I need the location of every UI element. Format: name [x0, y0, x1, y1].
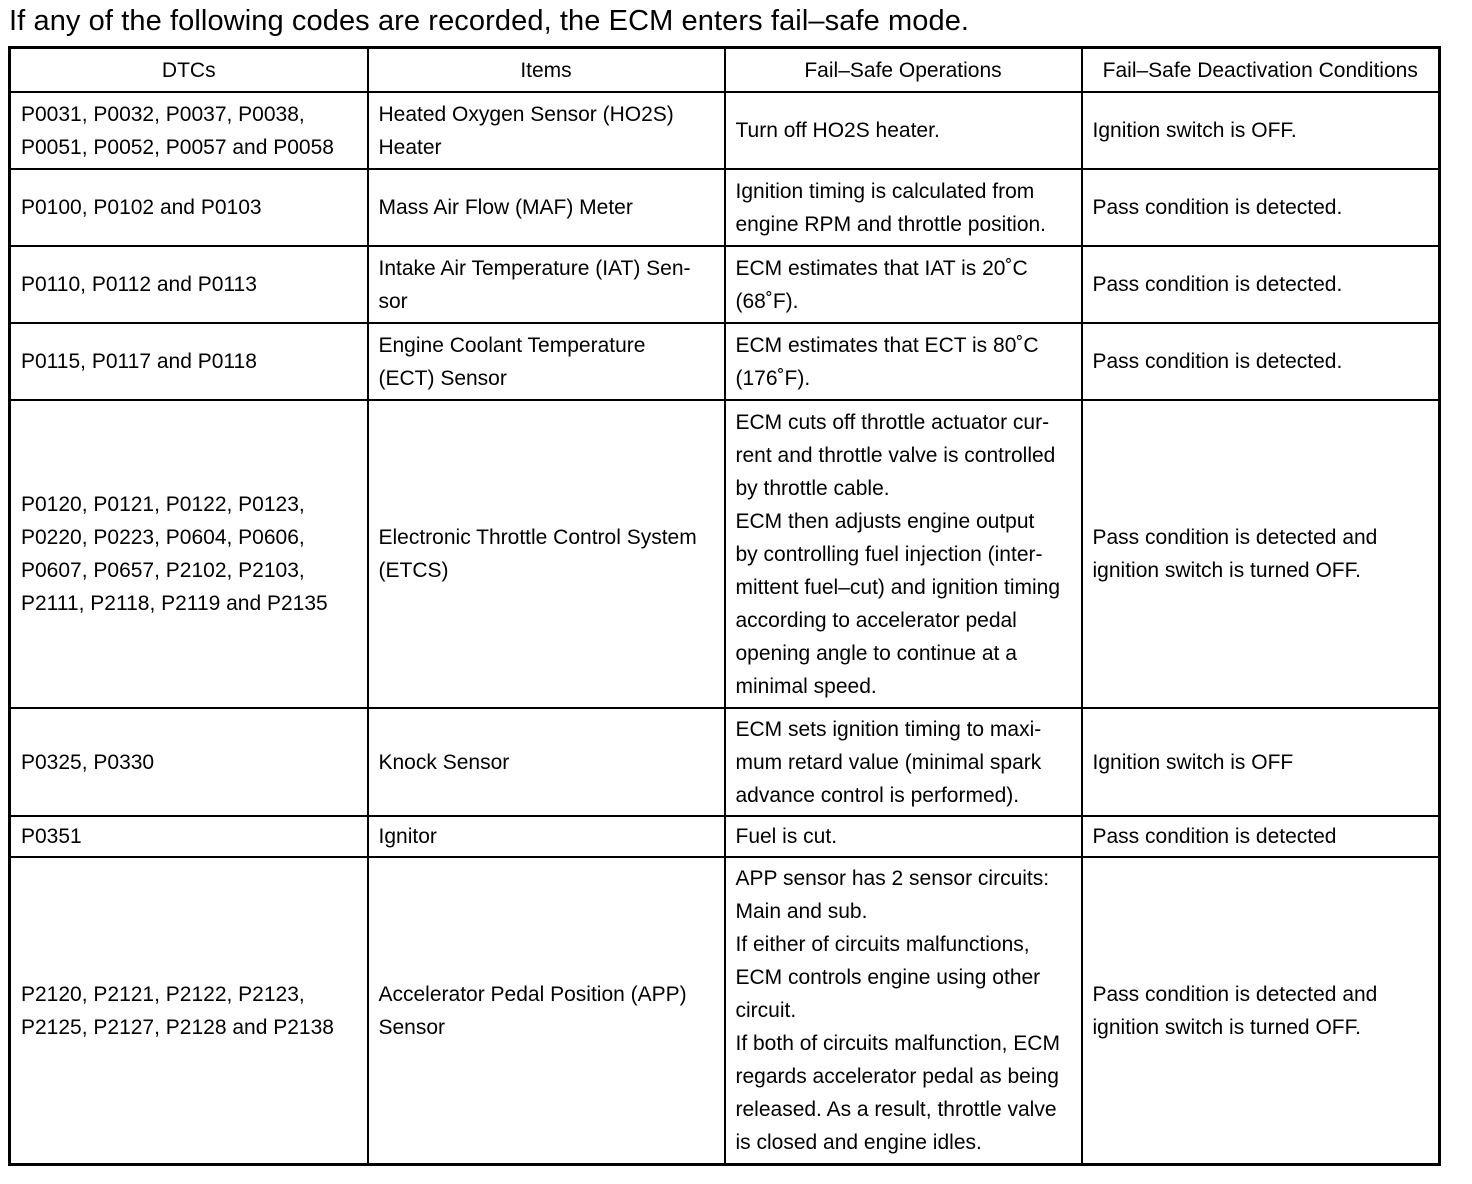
cell-operation [725, 169, 1082, 246]
item-text: Knock Sensor [378, 750, 510, 774]
operation-text: Ignition timing is calculated from engine RPM and throttle position. [735, 179, 1047, 236]
cell-item [368, 708, 725, 816]
cell-deactivation [1082, 169, 1440, 246]
cell-item [368, 92, 725, 169]
cell-item [368, 816, 725, 857]
item-text: Mass Air Flow (MAF) Meter [378, 196, 633, 219]
header-fail-safe-operations: Fail–Safe Operations [725, 48, 1082, 93]
cell-operation [725, 246, 1082, 323]
dtcs-text: P0110, P0112 and P0113 [21, 273, 257, 296]
table-row [10, 92, 1440, 169]
deactivation-text: Pass condition is detected and ignition switch is turned OFF. [1092, 982, 1378, 1039]
deactivation-text: Pass condition is detected. [1092, 196, 1343, 219]
cell-dtcs [10, 857, 368, 1165]
cell-dtcs [10, 816, 368, 857]
deactivation-text: Pass condition is detected and ignition switch is turned OFF. [1092, 526, 1378, 582]
item-text: Accelerator Pedal Position (APP) Sensor [378, 982, 687, 1039]
deactivation-text: Ignition switch is OFF. [1092, 119, 1297, 142]
fail-safe-table [8, 46, 1441, 1166]
dtcs-text: P2120, P2121, P2122, P2123, P2125, P2127, P2128 and P2138 [21, 982, 334, 1039]
dtcs-text: P0115, P0117 and P0118 [21, 350, 257, 373]
header-dtcs: DTCs [10, 48, 368, 93]
cell-operation [725, 92, 1082, 169]
cell-operation [725, 400, 1082, 708]
operation-text: Fuel is cut. [735, 825, 838, 848]
item-text: Electronic Throttle Control System (ETCS) [378, 526, 697, 582]
deactivation-text: Ignition switch is OFF [1092, 750, 1294, 774]
operation-text: ECM estimates that ECT is 80˚C (176˚F). [735, 333, 1039, 390]
operation-text: APP sensor has 2 sensor circuits: Main and sub. If either of circuits malfunctions, ECM controls engine using other circuit. If both of circuits malfunction, ECM regards accelerator pedal as being released. As a result, throttle valve is closed and engine idles. [735, 867, 1060, 1154]
table-row [10, 169, 1440, 246]
table-row [10, 246, 1440, 323]
table-row [10, 816, 1440, 857]
cell-deactivation [1082, 708, 1440, 816]
header-items: Items [368, 48, 725, 93]
cell-dtcs [10, 246, 368, 323]
table-header-row [10, 48, 1440, 93]
operation-text: Turn off HO2S heater. [735, 119, 940, 142]
cell-item [368, 169, 725, 246]
operation-text: ECM estimates that IAT is 20˚C (68˚F). [735, 256, 1028, 313]
dtcs-text: P0351 [21, 825, 82, 848]
dtcs-text: P0031, P0032, P0037, P0038, P0051, P0052, P0057 and P0058 [21, 102, 334, 159]
cell-item [368, 400, 725, 708]
cell-item [368, 857, 725, 1165]
table-row [10, 857, 1440, 1165]
dtcs-text: P0325, P0330 [21, 750, 155, 774]
cell-deactivation [1082, 816, 1440, 857]
operation-text: ECM cuts off throttle actuator cur- rent and throttle valve is controlled by throttle cable. ECM then adjusts engine output by controlling fuel injection (inter- mittent fuel–cut) and ignition timing according to accelerator pedal opening angle to continue at a minimal speed. [735, 410, 1061, 698]
cell-dtcs [10, 323, 368, 400]
cell-dtcs [10, 169, 368, 246]
item-text: Engine Coolant Temperature (ECT) Sensor [378, 333, 646, 390]
intro-text: If any of the following codes are recorded, the ECM enters fail–safe mode. [9, 5, 970, 37]
dtcs-text: P0100, P0102 and P0103 [21, 196, 262, 219]
table-row [10, 323, 1440, 400]
cell-operation [725, 816, 1082, 857]
table-row [10, 708, 1440, 816]
deactivation-text: Pass condition is detected [1092, 825, 1337, 848]
cell-dtcs [10, 92, 368, 169]
cell-operation [725, 323, 1082, 400]
item-text: Intake Air Temperature (IAT) Sen- sor [378, 256, 691, 313]
cell-operation [725, 708, 1082, 816]
header-fail-safe-deactivation: Fail–Safe Deactivation Conditions [1082, 48, 1440, 93]
cell-deactivation [1082, 92, 1440, 169]
table-row [10, 400, 1440, 708]
dtcs-text: P0120, P0121, P0122, P0123, P0220, P0223, P0604, P0606, P0607, P0657, P2102, P2103, P2111, P2118, P2119 and P2135 [21, 493, 328, 615]
item-text: Heated Oxygen Sensor (HO2S) Heater [378, 102, 674, 159]
operation-text: ECM sets ignition timing to maxi- mum retard value (minimal spark advance control is performed). [735, 717, 1042, 807]
item-text: Ignitor [378, 825, 437, 848]
cell-deactivation [1082, 857, 1440, 1165]
deactivation-text: Pass condition is detected. [1092, 350, 1343, 373]
cell-deactivation [1082, 246, 1440, 323]
cell-deactivation [1082, 400, 1440, 708]
cell-dtcs [10, 400, 368, 708]
deactivation-text: Pass condition is detected. [1092, 273, 1343, 296]
cell-dtcs [10, 708, 368, 816]
cell-operation [725, 857, 1082, 1165]
cell-deactivation [1082, 323, 1440, 400]
cell-item [368, 246, 725, 323]
cell-item [368, 323, 725, 400]
